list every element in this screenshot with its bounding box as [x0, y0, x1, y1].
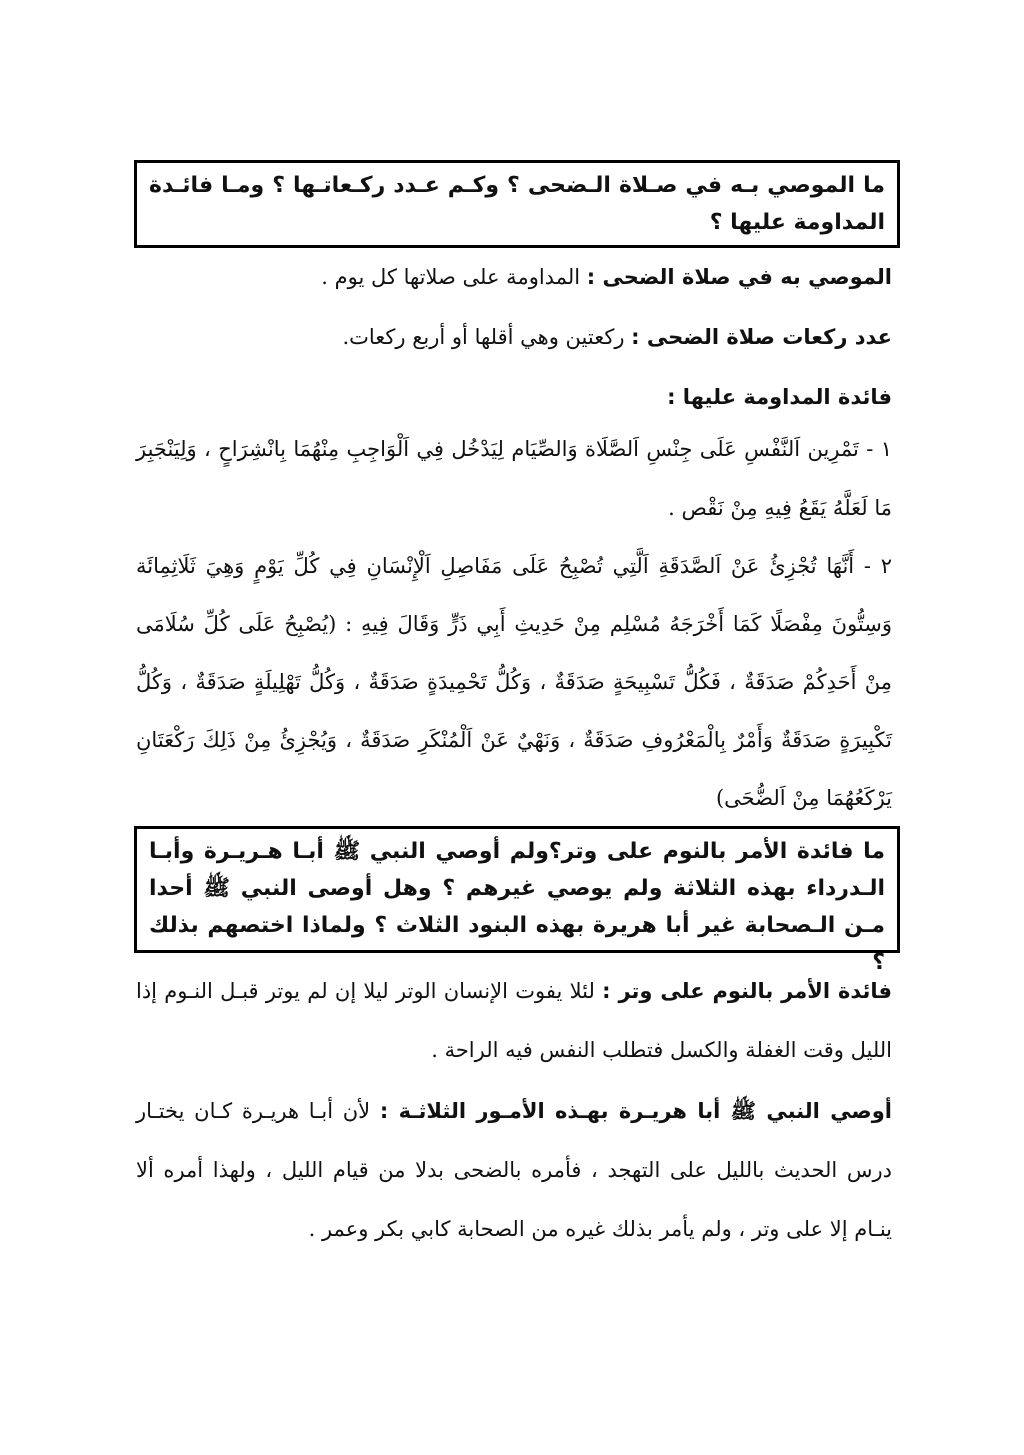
answer-line-recommendation — [136, 262, 892, 292]
answer-text-rakaat: ركعتين وهي أقلها أو أربع ركعات. — [342, 325, 625, 349]
answer-witr-paragraph — [136, 962, 892, 1080]
benefit-item-2: ٢ - أَنَّهَا تُجْزِئُ عَنْ اَلصَّدَقَةِ اَلَّتِي تُصْبِحُ عَلَى مَفَاصِلِ اَلْإِنْسَانِ فِي كُلِّ يَوْمٍ وَهِيَ ثَلَاثِمِائَة وَسِتُّونَ مِفْصَلًا كَمَا أَخْرَجَهُ مُسْلِم مِنْ حَدِيثِ أَبِي ذَرٍّ وَقَالَ فِيهِ : (يُصْبِحُ عَلَى كُلِّ سُلَامَى مِنْ أَحَدِكُمْ صَدَقَةٌ ، فَكُلُّ تَسْبِيحَةٍ صَدَقَةٌ ، وَكُلُّ تَحْمِيدَةٍ صَدَقَةٌ ، وَكُلُّ تَهْلِيلَةٍ صَدَقَةٌ ، وَكُلُّ تَكْبِيرَةٍ صَدَقَةٌ وَأَمْرٌ بِالْمَعْرُوفِ صَدَقَةٌ ، وَنَهْيٌ عَنْ اَلْمُنْكَرِ صَدَقَةٌ ، وَيُجْزِئُ مِنْ ذَلِكَ رَكْعَتَانِ يَرْكَعُهُمَا مِنْ اَلضُّحَى) — [136, 554, 892, 810]
answer-text-abu-hurairah: لأن أبـا هريـرة كـان يختـار درس الحديث بالليل على التهجد ، فأمره بالضحى بدلا من قيام الليل ، ولهذا أمره ألا ينـام إلا على وتر ، ولم يأمر بذلك غيره من الصحابة كابي بكر وعمر . — [136, 1099, 892, 1241]
answer-label-recommendation: الموصي به في صلاة الضحى : — [586, 265, 892, 289]
question-box-2 — [134, 826, 900, 975]
answer-text-recommendation: المداومة على صلاتها كل يوم . — [321, 265, 581, 289]
question-2-text: ما فائدة الأمر بالنوم على وتر؟ولم أوصي النبي ﷺ أبـا هـريـرة وأبـا الـدرداء بهذه الثلاثة ولم يوصي غيرهم ؟ وهل أوصى النبي ﷺ أحدا مـن الـصحابة غير أبا هريرة بهذه البنود الثلاث ؟ ولماذا اختصهم بذلك ؟ — [149, 839, 885, 975]
answer-abu-hurairah-paragraph — [136, 1082, 892, 1259]
benefit-heading: فائدة المداومة عليها : — [667, 385, 892, 409]
question-1-text: ما الموصي بـه في صـلاة الـضحى ؟ وكـم عـدد ركـعاتـها ؟ ومـا فائـدة المداومة عليها ؟ — [149, 173, 885, 235]
benefit-item-1: ١ - تَمْرِين اَلنَّفْسِ عَلَى جِنْسِ اَلصَّلَاة وَالصِّيَام لِيَدْخُل فِي اَلْوَاجِبِ مِنْهُمَا بِانْشِرَاحٍ ، وَلِيَنْجَبِرَ مَا لَعَلَّهُ يَقَعُ فِيهِ مِنْ نَقْص . — [136, 437, 892, 520]
answer-line-rakaat — [136, 322, 892, 352]
answer-label-abu-hurairah: أوصي النبي ﷺ أبا هريـرة بهـذه الأمـور الثلاثـة : — [379, 1099, 892, 1123]
question-box-1 — [134, 160, 900, 248]
answer-text-witr: لئلا يفوت الإنسان الوتر ليلا إن لم يوتر قبـل النـوم إذا الليل وقت الغفلة والكسل فتطلب النفس فيه الراحة . — [136, 979, 892, 1062]
answer-label-rakaat: عدد ركعات صلاة الضحى : — [631, 325, 892, 349]
answer-label-witr: فائدة الأمر بالنوم على وتر : — [602, 979, 893, 1003]
